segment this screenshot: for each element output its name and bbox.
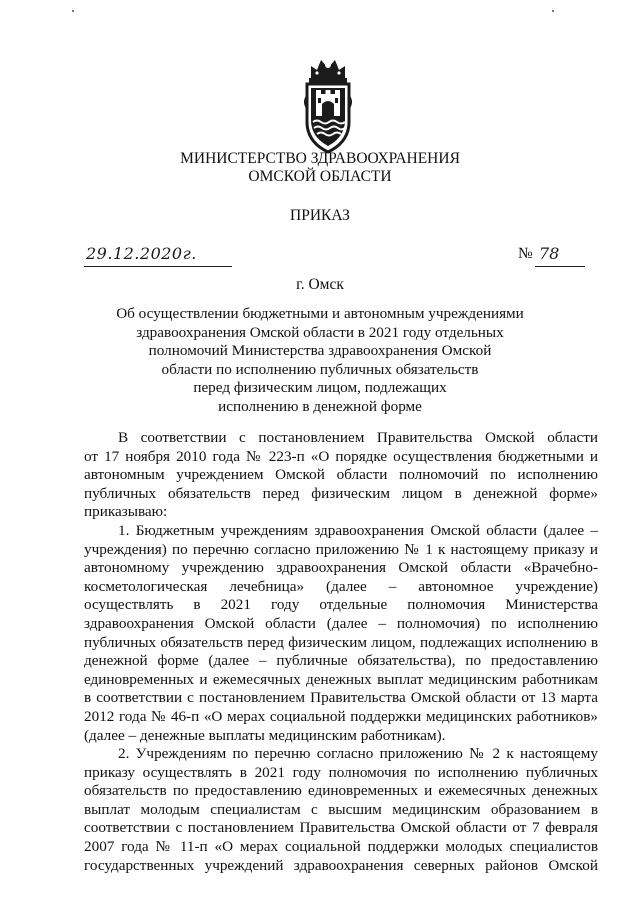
subject-line: здравоохранения Омской области в 2021 году отдельных [136, 323, 504, 341]
body-line: 2. Учреждениям по перечню согласно приложению № 2 к настоящему [118, 745, 598, 763]
body-line: государственных учреждений здравоохранения северных районов Омской [84, 856, 598, 874]
body-line: осуществлять в 2021 году отдельные полномочия Министерства [84, 596, 598, 614]
handwritten-date: 29.12.2020г. [86, 244, 197, 263]
scan-speck [72, 10, 74, 12]
body-line: единовременных и ежемесячных денежных выплат медицинским работникам [84, 670, 598, 688]
body-line: учреждения) по перечню согласно приложению № 1 к настоящему приказу и [84, 540, 598, 558]
body-line: 2012 года № 46-п «О мерах социальной поддержки медицинских работников» [84, 707, 598, 725]
body-line: соответствии с постановлением Правительства Омской области от 7 февраля [84, 819, 598, 837]
date-field [84, 246, 232, 267]
city-line: г. Омск [296, 276, 344, 293]
body-line: выплат молодым специалистам с высшим медицинским образованием в [84, 800, 598, 818]
body-line: публичных обязательств перед физическим лицом, подлежащих исполнению в [84, 633, 598, 651]
body-line: в соответствии с постановлением Правительства Омской области от 13 марта [84, 689, 598, 707]
body-line: автономным учреждением Омской области полномочий по исполнению [84, 466, 598, 484]
ministry-name-line2: ОМСКОЙ ОБЛАСТИ [248, 168, 392, 185]
body-line: от 17 ноября 2010 года № 223-п «О порядке осуществления бюджетными и [84, 447, 598, 465]
ministry-name-line1: МИНИСТЕРСТВО ЗДРАВООХРАНЕНИЯ [180, 150, 460, 167]
body-line: автономному учреждению здравоохранения Омской области «Врачебно- [84, 559, 598, 577]
order-subject [0, 305, 640, 417]
scan-speck [552, 10, 554, 12]
subject-line: области по исполнению публичных обязательств [161, 360, 479, 378]
subject-line: перед физическим лицом, подлежащих [193, 379, 447, 397]
body-line: 2007 года № 11-п «О мерах социальной поддержки молодых специалистов [84, 838, 598, 856]
body-line: денежной форме (далее – публичные обязательства), по предоставлению [84, 652, 598, 670]
body-line: приказу осуществлять в 2021 году полномочия по исполнению публичных [84, 763, 598, 781]
body-line: В соответствии с постановлением Правительства Омской области [118, 429, 598, 446]
subject-line: Об осуществлении бюджетными и автономным учреждениями [116, 305, 524, 322]
order-body [84, 429, 598, 875]
number-label: № [518, 245, 533, 262]
subject-line: исполнению в денежной форме [218, 397, 422, 415]
omsk-coat-of-arms-emblem [303, 56, 353, 154]
body-line: обязательств по предоставлению единовременных и ежемесячных денежных [84, 782, 598, 800]
document-type-title: ПРИКАЗ [290, 207, 350, 224]
handwritten-number: 78 [539, 244, 560, 263]
body-line: здравоохранения Омской области (далее – полномочия) по исполнению [84, 614, 598, 632]
body-line: косметологическая лечебница» (далее – автономное учреждение) [84, 577, 598, 595]
subject-line: полномочий Министерства здравоохранения Омской [148, 342, 492, 360]
body-line: публичных обязательств перед физическим лицом в денежной форме» [84, 484, 598, 502]
body-line: приказываю: [84, 503, 168, 521]
body-line: 1. Бюджетным учреждениям здравоохранения Омской области (далее – [118, 521, 598, 539]
body-line: (далее – денежные выплаты медицинским работникам). [84, 726, 446, 744]
number-field [535, 246, 585, 267]
